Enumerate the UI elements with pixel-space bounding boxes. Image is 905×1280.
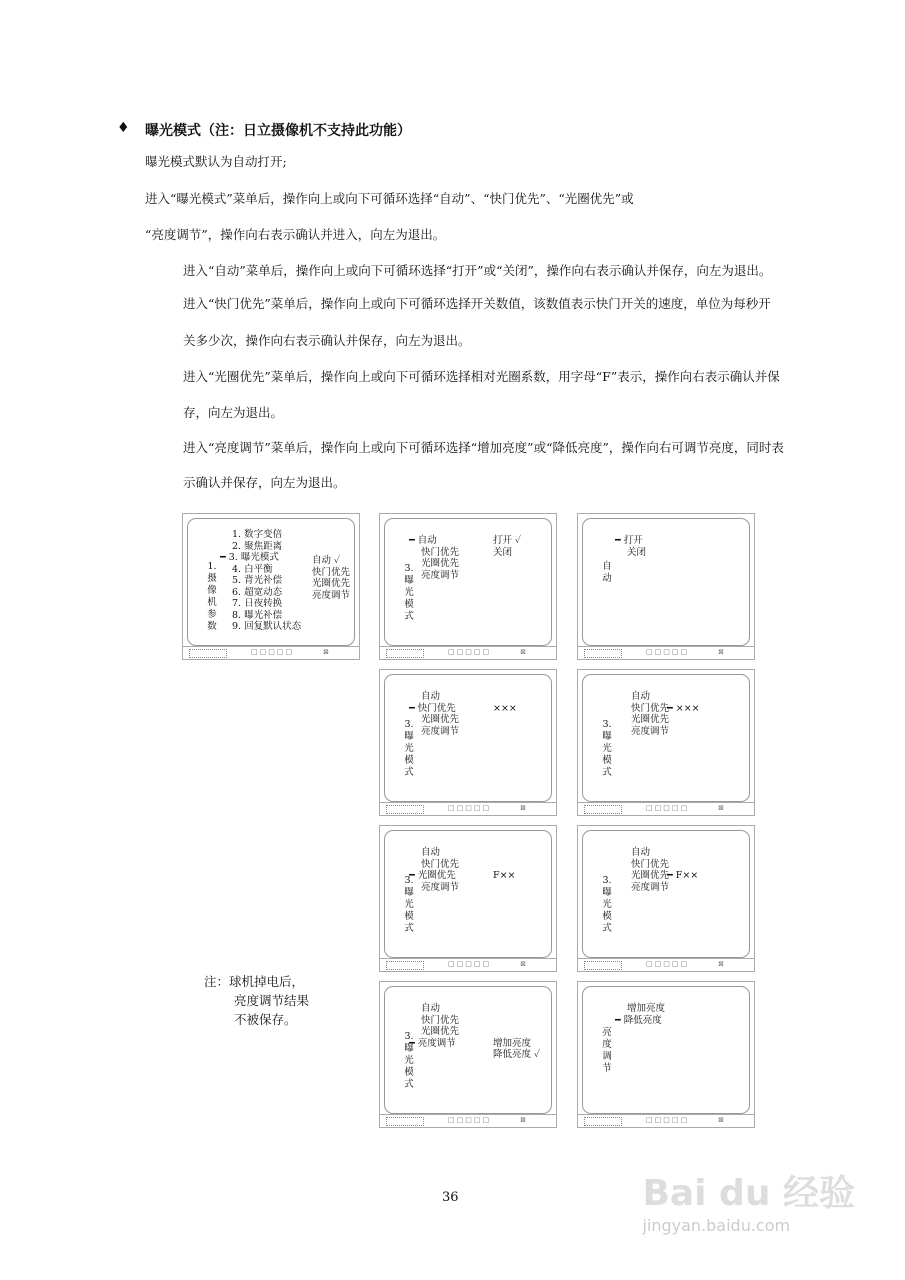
note-line: 注：球机掉电后， bbox=[204, 974, 305, 989]
bar-box-icon: ⊠ bbox=[520, 960, 526, 968]
bar-dots: □□□□□ bbox=[646, 1116, 690, 1124]
osd-screen bbox=[582, 986, 750, 1114]
bar-box-icon: ⊠ bbox=[520, 804, 526, 812]
menu-title: 3.曝光模式 bbox=[602, 719, 612, 778]
menu-item: 亮度调节 bbox=[421, 725, 460, 737]
note bbox=[204, 972, 309, 1029]
menu-item: 5. 背光补偿 bbox=[232, 575, 283, 586]
bar-box-icon: ⊠ bbox=[323, 648, 329, 656]
note-line: 亮度调节结果 bbox=[234, 993, 310, 1008]
page-number: 36 bbox=[442, 1190, 459, 1205]
menu-item: 9. 回复默认状态 bbox=[232, 621, 302, 632]
menu-item: 自动 bbox=[421, 847, 441, 858]
bar-dots: □□□□□ bbox=[448, 648, 492, 656]
paragraph-line: “亮度调节”，操作向右表示确认并进入，向左为退出。 bbox=[145, 227, 446, 242]
bar-grid-icon bbox=[584, 1117, 622, 1126]
watermark-logo bbox=[642, 1165, 855, 1235]
menu-title: 3.曝光模式 bbox=[602, 875, 612, 934]
osd-menu-panel bbox=[379, 981, 557, 1128]
status-bar bbox=[578, 646, 754, 659]
bullet-icon: ♦ bbox=[117, 120, 130, 136]
submenu-item: 亮度调节 bbox=[312, 589, 351, 601]
menu-item: ━ 光圈优先 bbox=[409, 870, 456, 881]
submenu-item: 打开 ✓ bbox=[493, 535, 522, 546]
menu-item: 亮度调节 bbox=[421, 569, 460, 581]
menu-item: 1. 数字变倍 bbox=[232, 529, 283, 540]
bar-dots: □□□□□ bbox=[448, 1116, 492, 1124]
osd-screen bbox=[582, 674, 750, 802]
menu-title: 3.曝光模式 bbox=[404, 875, 414, 934]
submenu-item: 快门优先 bbox=[312, 566, 351, 578]
menu-title: 自动 bbox=[602, 561, 612, 584]
bar-dots: □□□□□ bbox=[646, 960, 690, 968]
note-line: 不被保存。 bbox=[234, 1012, 297, 1027]
submenu-item: 自动 ✓ bbox=[312, 555, 341, 566]
bar-grid-icon bbox=[386, 805, 424, 814]
menu-item: 快门优先 bbox=[631, 858, 670, 870]
menu-item: 快门优先 bbox=[421, 858, 460, 870]
bar-box-icon: ⊠ bbox=[718, 804, 724, 812]
status-bar bbox=[380, 958, 556, 971]
bar-grid-icon bbox=[386, 1117, 424, 1126]
paragraph-line: 进入“曝光模式”菜单后，操作向上或向下可循环选择“自动”、“快门优先”、“光圈优先”或 bbox=[145, 191, 634, 206]
osd-screen bbox=[582, 518, 750, 646]
osd-menu-panel bbox=[577, 981, 755, 1128]
submenu-item: 关闭 bbox=[493, 546, 513, 558]
paragraph-line: 关多少次，操作向右表示确认并保存，向左为退出。 bbox=[183, 333, 471, 348]
bar-grid-icon bbox=[386, 649, 424, 658]
menu-item: ━ 降低亮度 bbox=[615, 1014, 662, 1026]
osd-screen bbox=[384, 986, 552, 1114]
bar-box-icon: ⊠ bbox=[520, 648, 526, 656]
menu-item: 自动 bbox=[631, 691, 651, 702]
menu-title: 3.曝光模式 bbox=[404, 563, 414, 622]
bar-box-icon: ⊠ bbox=[520, 1116, 526, 1124]
menu-item: 光圈优先 bbox=[421, 1026, 460, 1037]
menu-title: 3.曝光模式 bbox=[404, 719, 414, 778]
menu-title: 3.曝光模式 bbox=[404, 1031, 414, 1090]
menu-item: 自动 bbox=[421, 1003, 441, 1014]
submenu-item: F×× bbox=[493, 870, 516, 881]
section-heading: 曝光模式（注：日立摄像机不支持此功能） bbox=[145, 123, 411, 139]
osd-menu-panel bbox=[577, 513, 755, 660]
paragraph-line: 进入“自动”菜单后，操作向上或向下可循环选择“打开”或“关闭”，操作向右表示确认并保存，向左为退出。 bbox=[183, 263, 772, 278]
bar-grid-icon bbox=[189, 649, 227, 658]
osd-menu-panel bbox=[577, 825, 755, 972]
menu-item: 光圈优先 bbox=[421, 558, 460, 569]
submenu-item: ━ F×× bbox=[667, 870, 699, 881]
status-bar bbox=[380, 646, 556, 659]
menu-item: 光圈优先 bbox=[631, 870, 670, 881]
status-bar bbox=[578, 1114, 754, 1127]
paragraph-line: 曝光模式默认为自动打开; bbox=[145, 154, 287, 169]
osd-menu-panel bbox=[379, 669, 557, 816]
bar-grid-icon bbox=[584, 961, 622, 970]
submenu-item: 增加亮度 bbox=[493, 1037, 532, 1049]
menu-item: 7. 日夜转换 bbox=[232, 598, 283, 609]
osd-menu-panel bbox=[379, 513, 557, 660]
watermark-brand: Bai du 经验 bbox=[642, 1173, 855, 1214]
menu-item: ━ 打开 bbox=[615, 535, 643, 546]
submenu-item: 光圈优先 bbox=[312, 578, 351, 589]
menu-item: 亮度调节 bbox=[421, 881, 460, 893]
menu-item: 6. 超宽动态 bbox=[232, 586, 283, 598]
submenu-item: ××× bbox=[493, 702, 517, 714]
menu-item: 自动 bbox=[421, 691, 441, 702]
status-bar bbox=[578, 958, 754, 971]
menu-item: 增加亮度 bbox=[627, 1003, 666, 1014]
bar-dots: □□□□□ bbox=[646, 804, 690, 812]
menu-item: 亮度调节 bbox=[631, 725, 670, 737]
menu-item: 2. 聚焦距离 bbox=[232, 540, 283, 552]
bar-grid-icon bbox=[584, 649, 622, 658]
bar-box-icon: ⊠ bbox=[718, 960, 724, 968]
bar-box-icon: ⊠ bbox=[718, 648, 724, 656]
menu-item: 快门优先 bbox=[421, 546, 460, 558]
bar-box-icon: ⊠ bbox=[718, 1116, 724, 1124]
menu-item: ━ 3. 曝光模式 bbox=[220, 552, 279, 563]
paragraph-line: 进入“亮度调节”菜单后，操作向上或向下可循环选择“增加亮度”或“降低亮度”，操作向右可调节亮度，同时表 bbox=[183, 440, 784, 455]
menu-title: 1.摄像机参数 bbox=[207, 561, 217, 632]
menu-item: 关闭 bbox=[627, 546, 647, 558]
osd-screen bbox=[384, 830, 552, 958]
osd-menu-panel bbox=[379, 825, 557, 972]
paragraph-line: 示确认并保存，向左为退出。 bbox=[183, 475, 346, 490]
osd-screen bbox=[384, 674, 552, 802]
status-bar bbox=[380, 802, 556, 815]
paragraph-line: 进入“光圈优先”菜单后，操作向上或向下可循环选择相对光圈系数，用字母“F”表示，操作向右表示确认并保 bbox=[183, 369, 780, 384]
paragraph-line: 进入“快门优先”菜单后，操作向上或向下可循环选择开关数值，该数值表示快门开关的速度，单位为每秒开 bbox=[183, 296, 771, 311]
submenu-item: 降低亮度 ✓ bbox=[493, 1049, 541, 1060]
watermark-url: jingyan.baidu.com bbox=[642, 1216, 791, 1235]
menu-item: 8. 曝光补偿 bbox=[232, 609, 283, 621]
menu-item: 光圈优先 bbox=[631, 714, 670, 725]
paragraph-line: 存，向左为退出。 bbox=[183, 405, 284, 420]
osd-screen bbox=[582, 830, 750, 958]
menu-item: 亮度调节 bbox=[631, 881, 670, 893]
menu-item: 4. 白平衡 bbox=[232, 563, 273, 575]
menu-item: ━ 亮度调节 bbox=[409, 1037, 456, 1049]
status-bar bbox=[183, 646, 359, 659]
bar-dots: □□□□□ bbox=[251, 648, 295, 656]
menu-item: ━ 自动 bbox=[409, 535, 437, 546]
osd-screen bbox=[187, 518, 355, 646]
osd-menu-panel bbox=[577, 669, 755, 816]
bar-dots: □□□□□ bbox=[646, 648, 690, 656]
osd-menu-panel bbox=[182, 513, 360, 660]
menu-item: 自动 bbox=[631, 847, 651, 858]
status-bar bbox=[578, 802, 754, 815]
menu-item: 快门优先 bbox=[631, 702, 670, 714]
bar-grid-icon bbox=[386, 961, 424, 970]
menu-item: 快门优先 bbox=[421, 1014, 460, 1026]
menu-item: 光圈优先 bbox=[421, 714, 460, 725]
bar-grid-icon bbox=[584, 805, 622, 814]
menu-title: 亮度调节 bbox=[602, 1027, 612, 1074]
bar-dots: □□□□□ bbox=[448, 960, 492, 968]
osd-screen bbox=[384, 518, 552, 646]
submenu-item: ━ ××× bbox=[667, 702, 700, 714]
bar-dots: □□□□□ bbox=[448, 804, 492, 812]
status-bar bbox=[380, 1114, 556, 1127]
menu-item: ━ 快门优先 bbox=[409, 702, 456, 714]
